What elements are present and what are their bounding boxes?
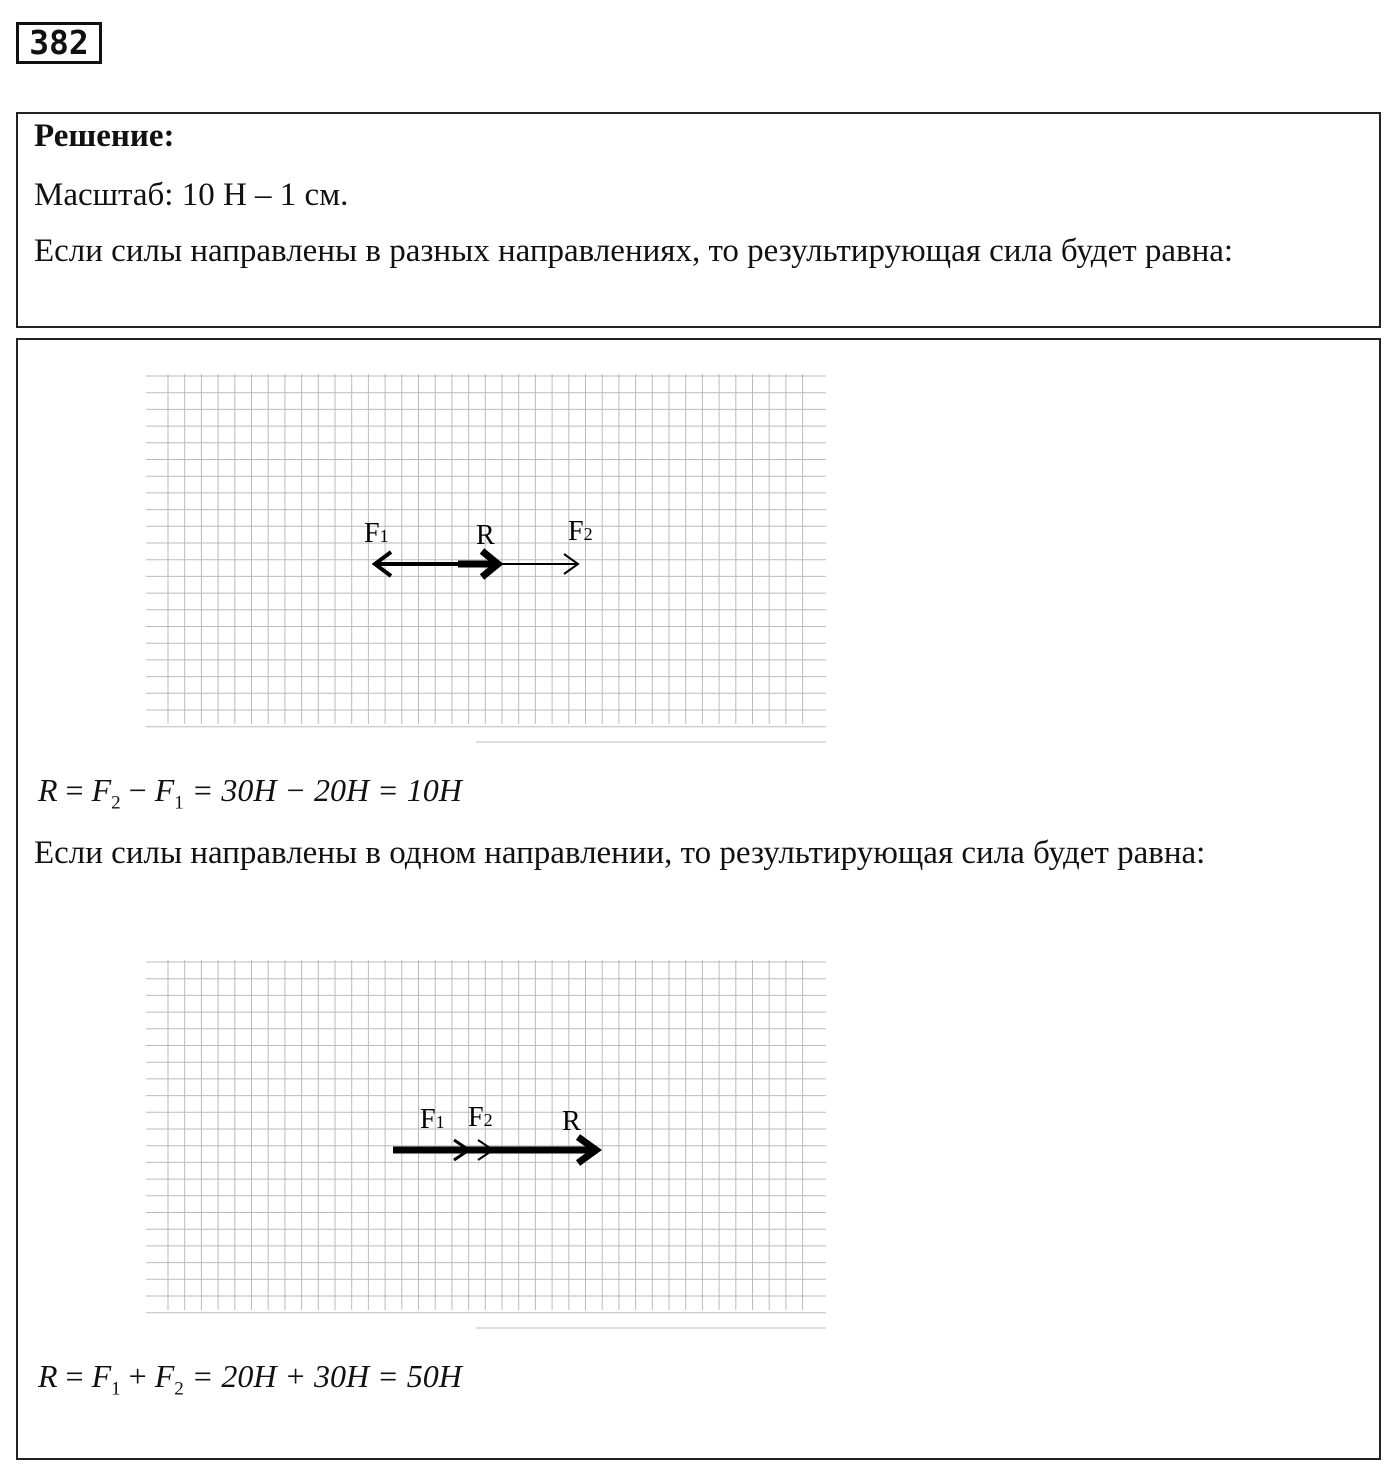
formula-f1: F	[91, 1358, 112, 1394]
formula-f2-sub: 2	[174, 1378, 184, 1400]
scale-text: Масштаб: 10 Н – 1 см.	[34, 177, 349, 213]
formula-result: = 30H − 20H = 10H	[183, 772, 462, 808]
formula-plus: +	[120, 1358, 155, 1394]
formula-r: R	[38, 1358, 58, 1394]
formula-opposite	[38, 772, 462, 814]
opposite-forces-diagram	[146, 374, 846, 744]
same-direction-diagram	[146, 960, 846, 1330]
formula-f2: F	[91, 772, 112, 808]
formula-f2-sub: 2	[111, 792, 121, 814]
formula-same	[38, 1358, 462, 1400]
label-f2: F2	[468, 1102, 493, 1133]
solution-body-box	[16, 338, 1381, 1460]
formula-f1-sub: 1	[111, 1378, 121, 1400]
label-f1: F1	[420, 1104, 445, 1135]
grid-paper	[146, 960, 826, 1328]
formula-result: = 20H + 30H = 50H	[183, 1358, 462, 1394]
formula-f1-sub: 1	[174, 792, 184, 814]
label-f1: F1	[364, 518, 389, 549]
label-r: R	[476, 520, 495, 551]
problem-number: 382	[16, 22, 102, 64]
formula-eq: =	[57, 772, 92, 808]
label-r: R	[562, 1106, 581, 1137]
formula-f2: F	[154, 1358, 175, 1394]
arrow-f1	[375, 552, 458, 576]
arrow-f2	[496, 554, 578, 574]
same-direction-text: Если силы направлены в одном направлении, то результирующая сила будет равна:	[34, 835, 1206, 871]
formula-f1: F	[154, 772, 175, 808]
label-f2: F2	[568, 516, 593, 547]
formula-r: R	[38, 772, 58, 808]
opposite-forces-text: Если силы направлены в разных направлениях, то результирующая сила будет равна:	[34, 233, 1234, 269]
arrow-r	[458, 551, 498, 577]
solution-header-box	[16, 112, 1381, 328]
formula-eq: =	[57, 1358, 92, 1394]
formula-minus: −	[120, 772, 155, 808]
solution-heading: Решение:	[34, 118, 175, 154]
